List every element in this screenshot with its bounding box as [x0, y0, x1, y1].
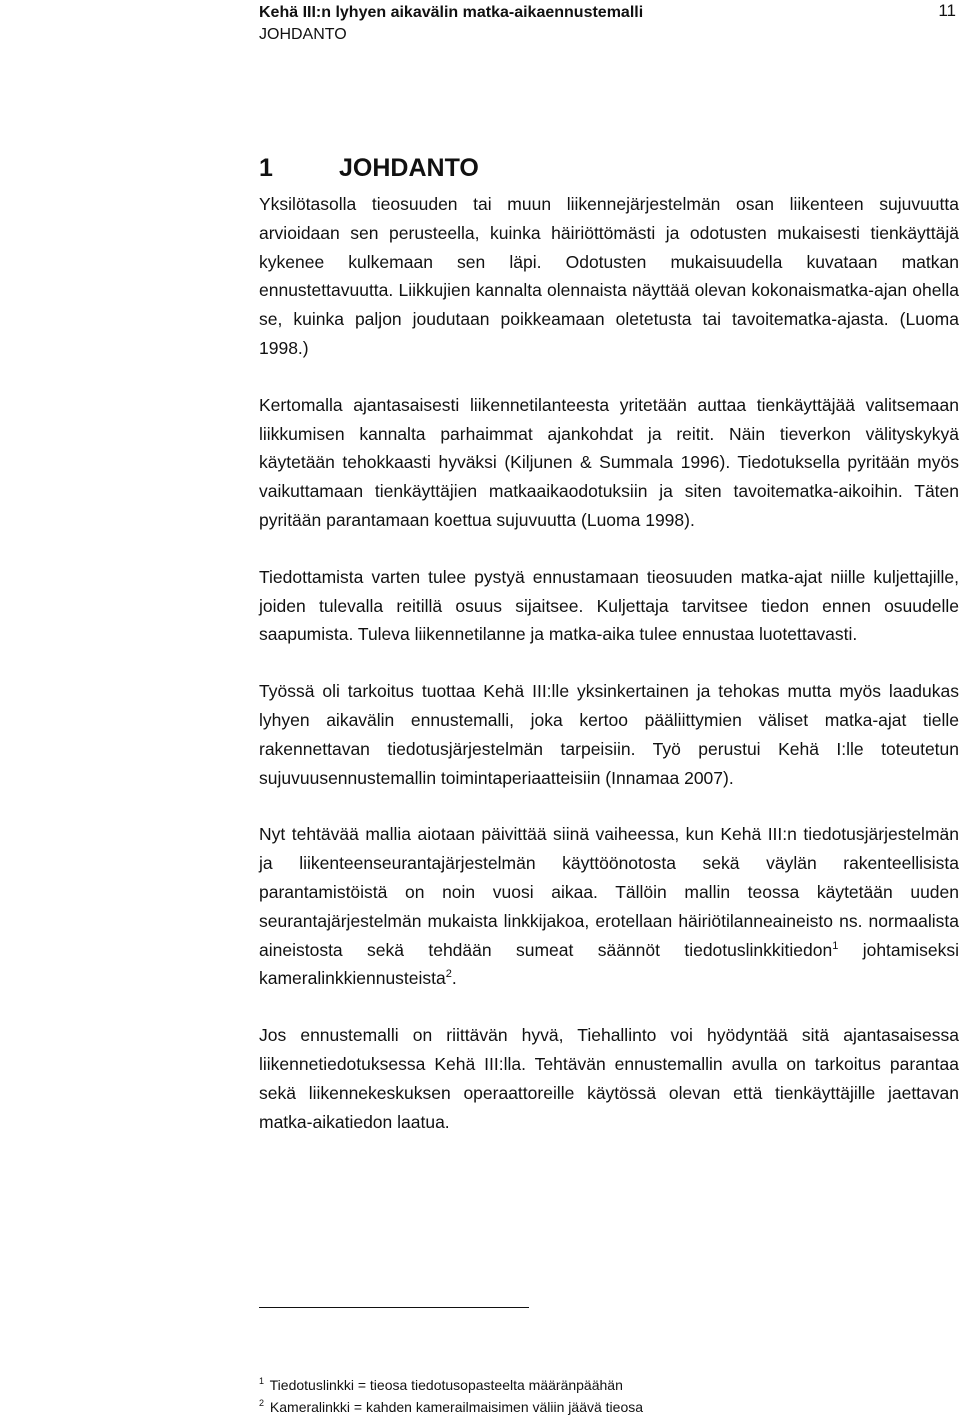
- paragraph-5-text-middle: johtamiseksi kameralinkkiennusteista: [259, 939, 959, 989]
- chapter-number: 1: [259, 153, 273, 182]
- footnote-text: Kameralinkki = kahden kamerailmaisimen väliin jäävä tieosa: [266, 1399, 644, 1415]
- footnote-2: [259, 1396, 959, 1418]
- paragraph-5-text-before: Nyt tehtävää mallia aiotaan päivittää siinä vaiheessa, kun Kehä III:n tiedotusjärjestelmän ja liikenteenseurantajärjestelmän käyttöönotosta sekä väylän rakenteellisista parantamistöistä on noin vuosi aikaa. Tällöin mallin teossa käytetään uuden seurantajärjestelmän mukaista linkkijakoa, erotellaan häiriötilanneaineisto ns. normaalista aineistosta sekä tehdään sumeat säännöt tiedotuslinkkitiedon: [259, 824, 959, 960]
- footnote-marker: 1: [259, 1376, 265, 1387]
- header-section: JOHDANTO: [259, 26, 347, 43]
- footnotes: [259, 1374, 959, 1418]
- chapter-title: JOHDANTO: [339, 153, 479, 182]
- footnote-separator: [259, 1307, 529, 1308]
- header-title: Kehä III:n lyhyen aikavälin matka-aikaennustemalli: [259, 4, 644, 21]
- body-text: [259, 190, 959, 1164]
- paragraph-1: Yksilötasolla tieosuuden tai muun liikennejärjestelmän osan liikenteen sujuvuutta arvioidaan sen perusteella, kuinka häiriöttömästi ja odotusten mukaisesti tienkäyttäjä kykenee kulkemaan sen läpi. Odotusten mukaisuudella kuvataan matkan ennustettavuutta. Liikkujien kannalta olennaista näyttää olevan kokonaismatka-ajan ohella se, kuinka paljon joudutaan poikkeamaan oletetusta tai tavoitematka-ajasta. (Luoma 1998.): [259, 194, 959, 358]
- page-number: 11: [938, 1, 956, 20]
- paragraph-5: [259, 820, 959, 993]
- footnote-ref-2: 2: [445, 968, 452, 981]
- footnote-text: Tiedotuslinkki = tieosa tiedotusopasteelta määränpäähän: [266, 1377, 623, 1393]
- footnote-ref-1: 1: [832, 939, 839, 952]
- paragraph-4: Työssä oli tarkoitus tuottaa Kehä III:lle yksinkertainen ja tehokas mutta myös laadukas lyhyen aikavälin ennustemalli, joka kertoo pääliittymien väliset matka-ajat tielle rakennettavan tiedotusjärjestelmän tarpeisiin. Työ perustui Kehä I:lle toteutetun sujuvuusennustemallin toimintaperiaatteisiin (Innamaa 2007).: [259, 681, 959, 788]
- paragraph-6: Jos ennustemalli on riittävän hyvä, Tiehallinto voi hyödyntää sitä ajantasaisessa liikennetiedotuksessa Kehä III:lla. Tehtävän ennustemallin avulla on tarkoitus parantaa sekä liikennekeskuksen operaattoreille käytössä olevan että tienkäyttäjille jaettavan matka-aikatiedon laatua.: [259, 1025, 959, 1132]
- running-header: [259, 2, 955, 46]
- paragraph-2: Kertomalla ajantasaisesti liikennetilanteesta yritetään auttaa tienkäyttäjää valitsemaan liikkumisen kannalta parhaimmat ajankohdat ja reitit. Näin tieverkon välityskykyä käytetään tehokkaasti hyväksi (Kiljunen & Summala 1996). Tiedotuksella pyritään myös vaikuttamaan tienkäyttäjien matkaaikaodotuksiin ja siten tavoitematka-aikoihin. Täten pyritään parantamaan koettua sujuvuutta (Luoma 1998).: [259, 394, 959, 530]
- footnote-marker: 2: [259, 1398, 265, 1409]
- paragraph-5-text-after: .: [451, 968, 457, 989]
- footnote-1: [259, 1374, 959, 1396]
- paragraph-3: Tiedottamista varten tulee pystyä ennustamaan tieosuuden matka-ajat niille kuljettajille, joiden tulevalla reitillä osuus sijaitsee. Kuljettaja tarvitsee tiedon ennen osuudelle saapumista. Tuleva liikennetilanne ja matka-aika tulee ennustaa luotettavasti.: [259, 566, 959, 645]
- chapter-heading: [259, 153, 479, 183]
